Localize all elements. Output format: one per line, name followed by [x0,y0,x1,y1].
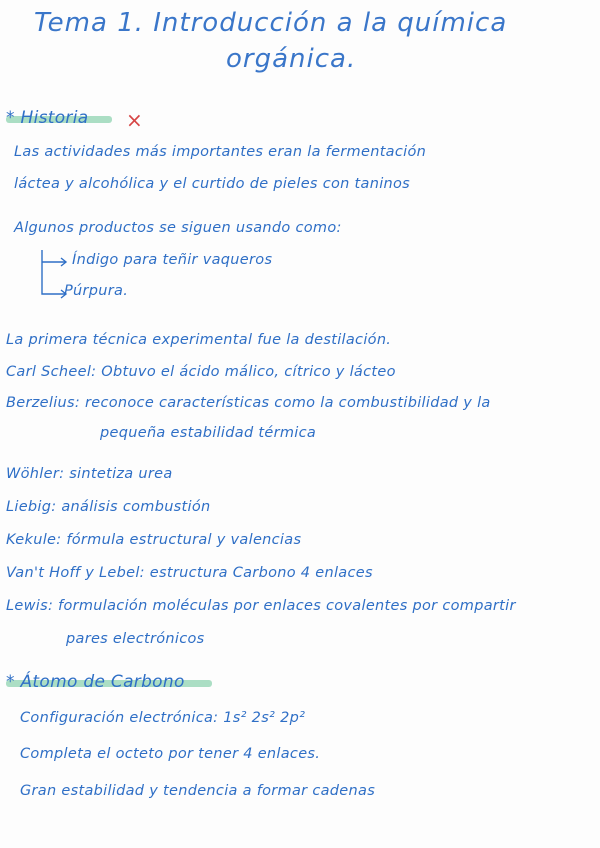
historia-line2: láctea y alcohólica y el curtido de pieles con taninos [14,176,411,192]
primera-tecnica: La primera técnica experimental fue la destilación. [6,332,392,348]
berzelius-line2: pequeña estabilidad térmica [100,425,317,441]
carbono-octeto: Completa el octeto por tener 4 enlaces. [20,746,321,762]
lewis-line2: pares electrónicos [66,631,205,647]
historia-heading: * Historia [6,108,89,128]
scheel-line: Carl Scheel: Obtuvo el ácido málico, cítrico y lácteo [6,364,396,380]
carbono-config: Configuración electrónica: 1s² 2s² 2p² [20,710,306,726]
carbono-heading: * Átomo de Carbono [6,672,185,692]
wohler-line: Wöhler: sintetiza urea [6,466,173,482]
kekule-line: Kekule: fórmula estructural y valencias [6,532,302,548]
producto-purpura: Púrpura. [64,283,129,299]
berzelius-line1: Berzelius: reconoce características como la combustibilidad y la [6,395,491,411]
carbono-estabilidad: Gran estabilidad y tendencia a formar cadenas [20,783,376,799]
page-title-line2: orgánica. [226,44,357,74]
cross-mark-icon: × [126,108,143,132]
liebig-line: Liebig: análisis combustión [6,499,211,515]
lewis-line1: Lewis: formulación moléculas por enlaces covalentes por compartir [6,598,516,614]
productos-intro: Algunos productos se siguen usando como: [14,220,342,236]
vanthoff-line: Van't Hoff y Lebel: estructura Carbono 4 enlaces [6,565,373,581]
historia-line1: Las actividades más importantes eran la fermentación [14,144,427,160]
page-title-line1: Tema 1. Introducción a la química [34,8,508,38]
producto-indigo: Índigo para teñir vaqueros [72,252,273,268]
